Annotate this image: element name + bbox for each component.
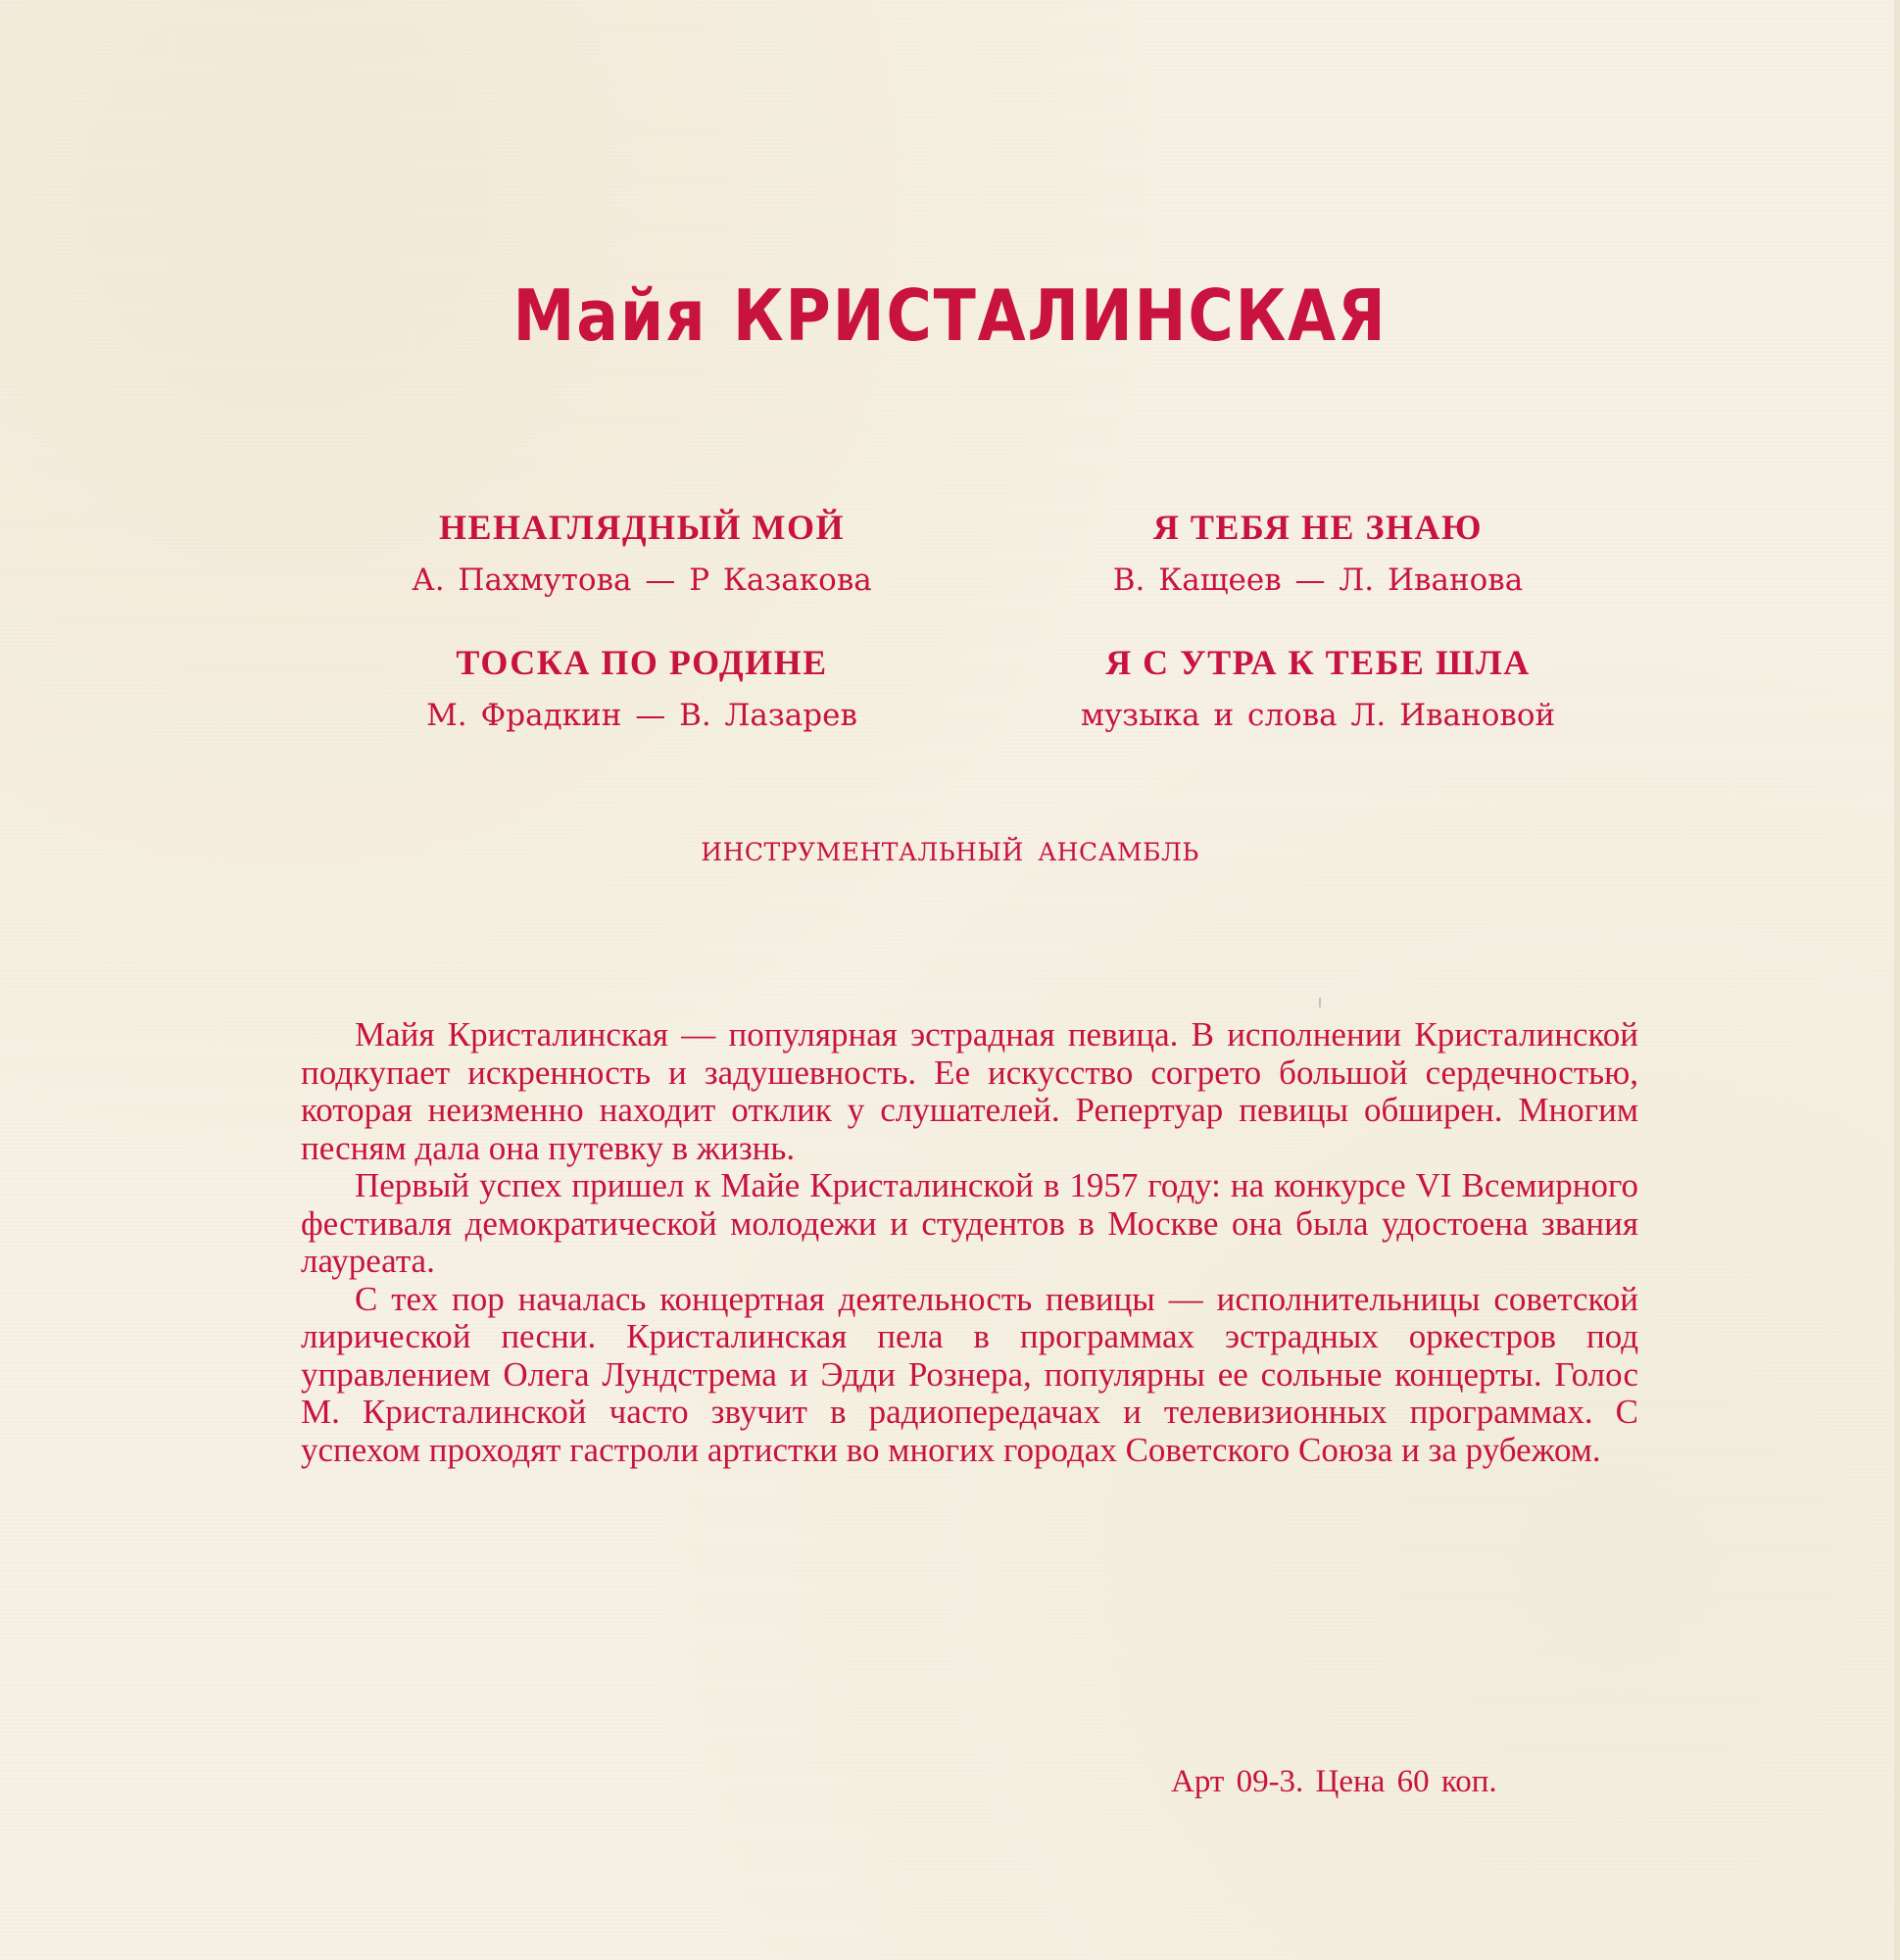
bio-paragraph: Первый успех пришел к Майе Кристалинской в 1957 году: на конкурсе VI Всемирного фестиваля демократической молодежи и студентов в Москве она была удостоена звания лауреата. bbox=[301, 1166, 1638, 1280]
song-item bbox=[294, 635, 990, 741]
bio-paragraph: Майя Кристалинская — популярная эстрадная певица. В исполнении Кристалинской подкупает искренность и задушевность. Ее искусство согрето большой сердечностью, которая неизменно находит отклик у слушателей. Репертуар певицы обширен. Многим песням дала она путевку в жизнь. bbox=[301, 1015, 1638, 1167]
song-credit: М. Фрадкин — В. Лазарев bbox=[426, 698, 857, 733]
song-title: ТОСКА ПО РОДИНЕ bbox=[456, 643, 828, 682]
song-title: Я ТЕБЯ НЕ ЗНАЮ bbox=[1152, 508, 1484, 547]
artist-first-name: Майя bbox=[512, 274, 707, 357]
song-title: НЕНАГЛЯДНЫЙ МОЙ bbox=[439, 508, 845, 547]
song-item bbox=[990, 500, 1646, 606]
song-title: Я С УТРА К ТЕБЕ ШЛА bbox=[1105, 643, 1531, 682]
song-credit: А. Пахмутова — Р Казакова bbox=[412, 563, 872, 598]
bio-paragraph: С тех пор началась концертная деятельность певицы — исполнительницы советской лирической песни. Кристалинская пела в программах эстрадных оркестров под управлением Олега Лундстрема и Эдди Рознера, популярны ее сольные концерты. Голос М. Кристалинской часто звучит в радиопередачах и телевизионных программах. С успехом проходят гастроли артистки во многих городах Советского Союза и за рубежом. bbox=[301, 1279, 1638, 1469]
artist-last-name: КРИСТАЛИНСКАЯ bbox=[732, 274, 1388, 357]
ensemble-label: ИНСТРУМЕНТАЛЬНЫЙ АНСАМБЛЬ bbox=[701, 838, 1199, 866]
song-item bbox=[990, 635, 1646, 741]
catalog-price: Арт 09-3. Цена 60 коп. bbox=[1171, 1764, 1497, 1799]
song-credit: В. Кащеев — Л. Иванова bbox=[1112, 563, 1524, 598]
biography bbox=[301, 1016, 1638, 1469]
song-list bbox=[294, 500, 1646, 741]
song-item bbox=[294, 500, 990, 606]
paper-speck bbox=[1319, 998, 1321, 1007]
song-credit: музыка и слова Л. Ивановой bbox=[1080, 698, 1556, 733]
artist-title bbox=[114, 274, 1785, 357]
